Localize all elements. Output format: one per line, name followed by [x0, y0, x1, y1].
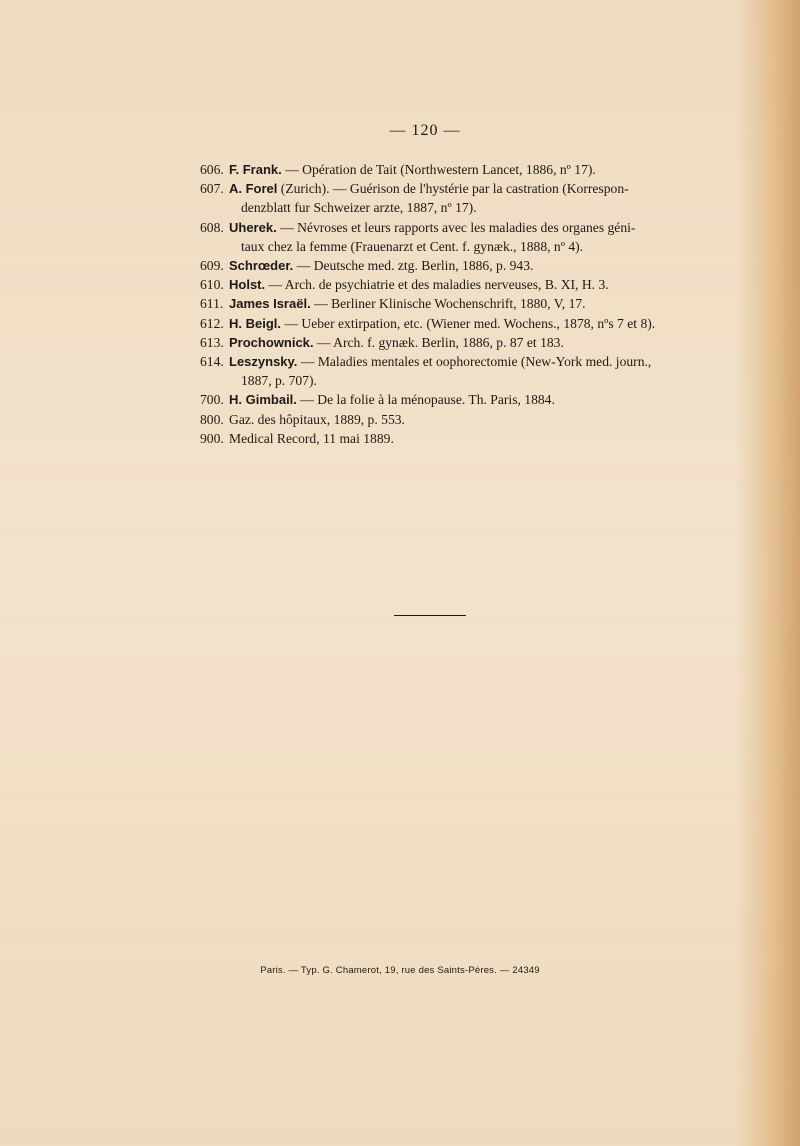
reference-author: Uherek.: [229, 219, 277, 235]
reference-body: [229, 352, 680, 390]
reference-body: [229, 410, 680, 429]
reference-entry: [200, 314, 680, 333]
reference-text: — Opération de Tait (Northwestern Lancet, 1886, nº 17).: [281, 162, 596, 177]
reference-text: — Berliner Klinische Wochenschrift, 1880, V, 17.: [310, 296, 586, 312]
reference-author: Holst.: [229, 277, 266, 293]
reference-number: 606.: [200, 162, 224, 177]
reference-number: 609.: [200, 258, 224, 274]
reference-author: James Israël.: [229, 296, 311, 312]
reference-continuation: taux chez la femme (Frauenarzt et Cent. f. gynæk., 1888, nº 4).: [241, 238, 584, 254]
reference-author: Prochownick.: [229, 334, 314, 350]
reference-entry: [200, 294, 680, 313]
reference-text: — Ueber extirpation, etc. (Wiener med. Wochens., 1878, nºs 7 et 8).: [281, 315, 656, 331]
reference-text: — Arch. de psychiatrie et des maladies nerveuses, B. XI, H. 3.: [265, 277, 609, 293]
reference-text: — Névroses et leurs rapports avec les maladies des organes géni-: [276, 219, 636, 235]
reference-text: — Deutsche med. ztg. Berlin, 1886, p. 943.: [293, 258, 534, 274]
reference-number: 613.: [200, 334, 224, 350]
reference-text: (Zurich). — Guérison de l'hystérie par la castration (Korrespon-: [277, 181, 629, 197]
reference-entry: [200, 333, 680, 352]
reference-number: 614.: [200, 354, 224, 370]
reference-author: Schrœder.: [229, 258, 294, 274]
reference-continuation: 1887, p. 707).: [241, 373, 317, 389]
reference-body: [229, 294, 680, 313]
reference-author: H. Beigl.: [229, 315, 282, 331]
reference-entry: [200, 390, 680, 409]
reference-text: — De la folie à la ménopause. Th. Paris, 1884.: [296, 392, 555, 408]
reference-number: 900.: [200, 430, 224, 446]
reference-text: Gaz. des hôpitaux, 1889, p. 553.: [229, 411, 405, 427]
reference-body: [229, 179, 680, 217]
reference-entry: [200, 218, 680, 256]
reference-entry: [200, 275, 680, 294]
reference-entry: [200, 256, 680, 275]
reference-author: F. Frank.: [229, 162, 282, 177]
reference-text: — Arch. f. gynæk. Berlin, 1886, p. 87 et 183.: [313, 334, 564, 350]
reference-author: H. Gimbail.: [229, 392, 297, 408]
reference-number: 610.: [200, 277, 224, 293]
reference-number: 607.: [200, 181, 224, 197]
reference-list: [200, 160, 680, 448]
reference-body: [229, 314, 680, 333]
reference-body: [229, 218, 680, 256]
reference-continuation: denzblatt fur Schweizer arzte, 1887, nº 17).: [241, 200, 477, 216]
reference-entry: [200, 352, 680, 390]
reference-body: [229, 256, 680, 275]
reference-text: Medical Record, 11 mai 1889.: [229, 430, 394, 446]
section-divider: [394, 615, 466, 616]
reference-author: A. Forel: [229, 181, 278, 197]
reference-text: — Maladies mentales et oophorectomie (New-York med. journ.,: [297, 354, 652, 370]
reference-entry: [200, 410, 680, 429]
reference-number: 800.: [200, 411, 224, 427]
reference-body: [229, 275, 680, 294]
reference-entry: [200, 179, 680, 217]
printer-imprint: Paris. — Typ. G. Chamerot, 19, rue des Saints-Pères. — 24349: [260, 965, 540, 976]
reference-number: 700.: [200, 392, 224, 408]
reference-body: [229, 160, 680, 179]
reference-body: [229, 333, 680, 352]
page-number: — 120 —: [389, 122, 461, 139]
reference-author: Leszynsky.: [229, 354, 298, 370]
reference-body: [229, 429, 680, 448]
reference-entry: [200, 429, 680, 448]
reference-number: 612.: [200, 315, 224, 331]
reference-number: 611.: [200, 296, 224, 312]
reference-number: 608.: [200, 219, 224, 235]
reference-entry: [200, 160, 680, 179]
reference-body: [229, 390, 680, 409]
